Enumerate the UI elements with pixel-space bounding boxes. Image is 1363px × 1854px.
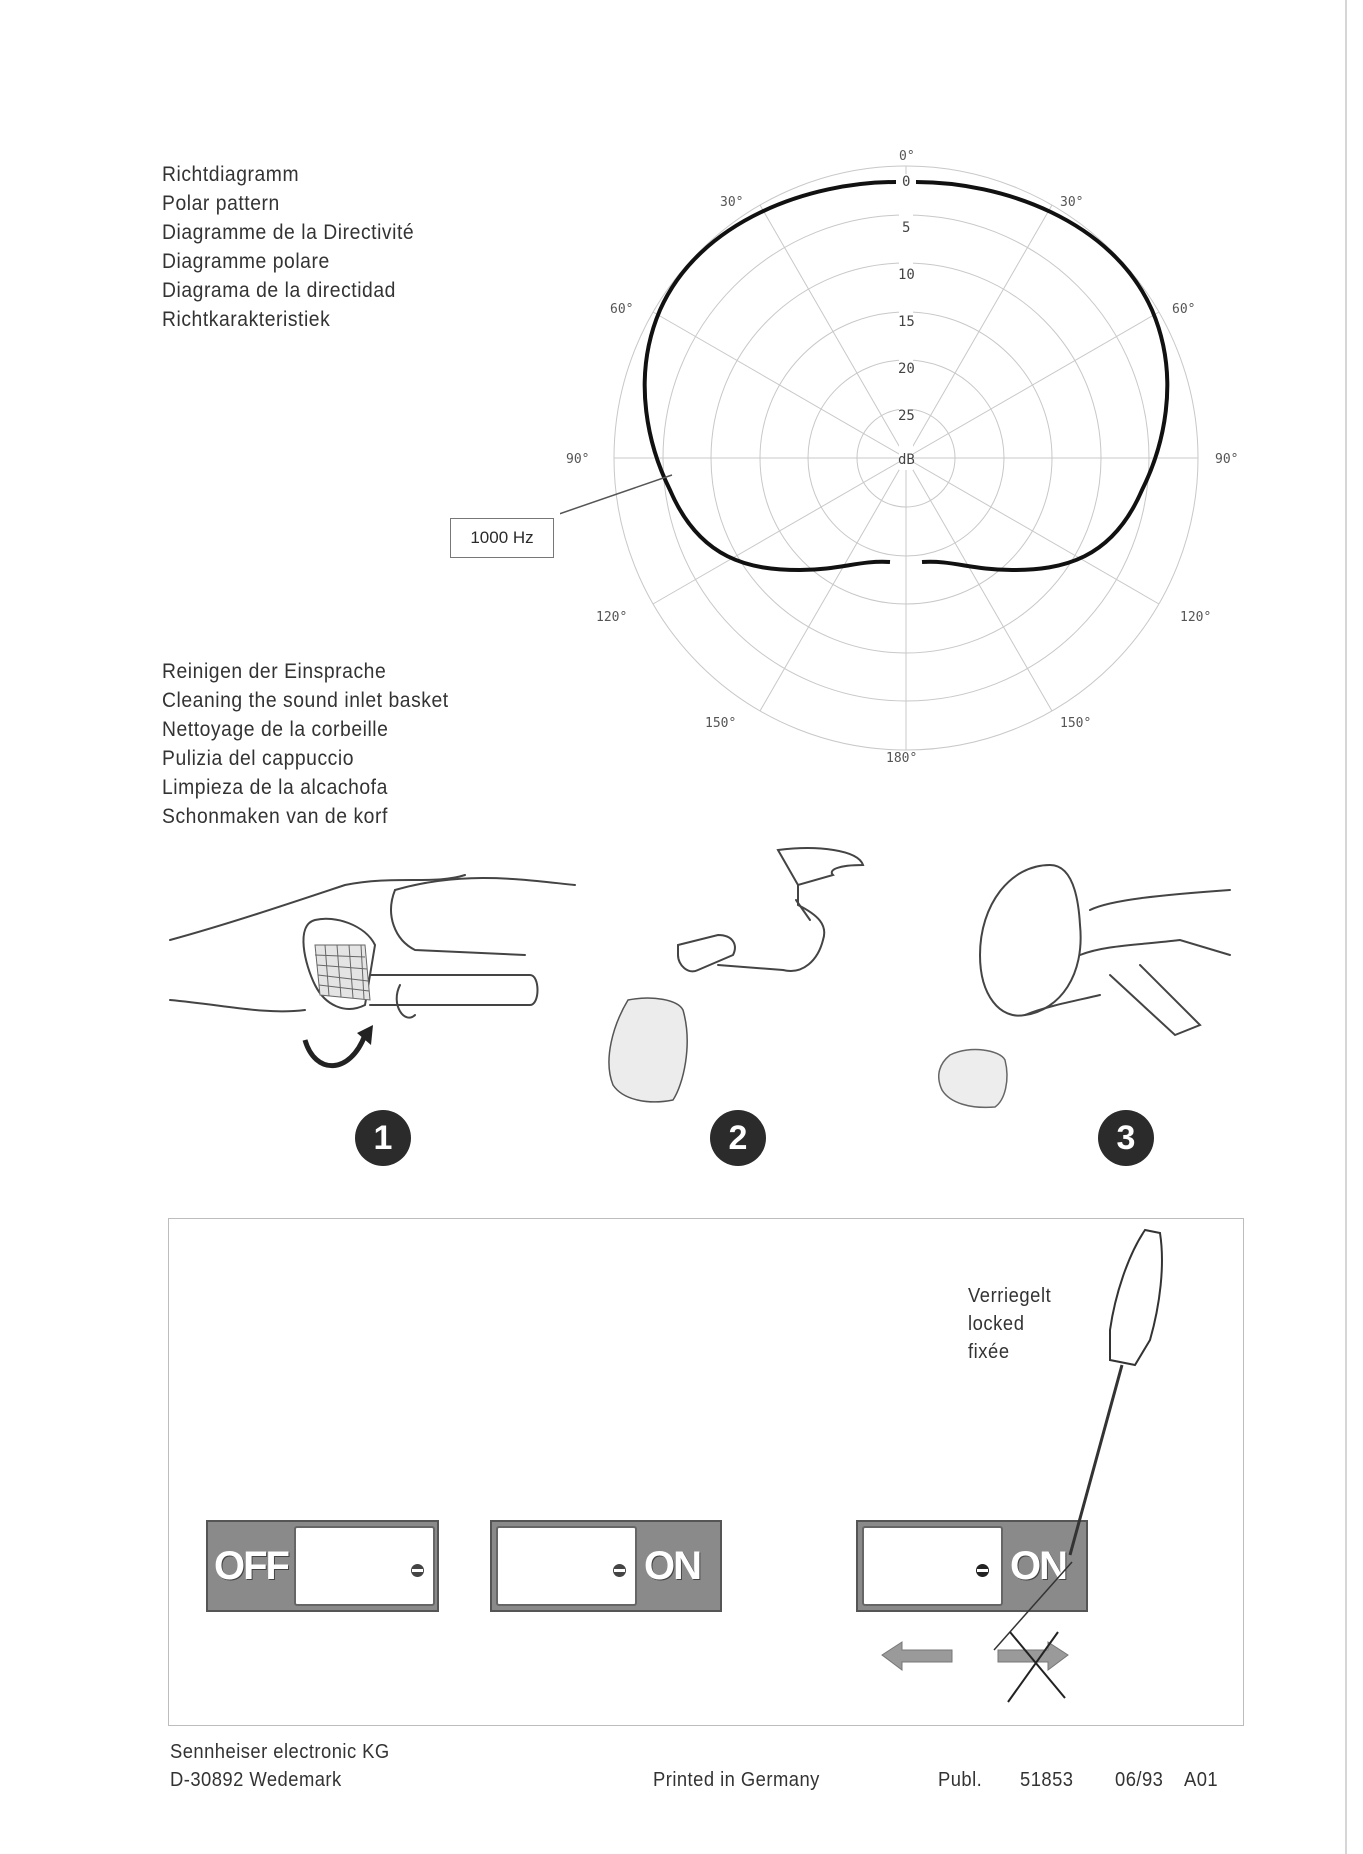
- angle-label-120-left: 120°: [596, 610, 628, 625]
- footer-company: [170, 1738, 390, 1794]
- heading-line: Richtkarakteristiek: [162, 308, 331, 331]
- screwdriver-handle: [1110, 1230, 1162, 1365]
- basket-mesh: [315, 945, 370, 1000]
- polar-diagram: [560, 130, 1260, 770]
- switch-off: [206, 1520, 439, 1612]
- angle-label-30-left: 30°: [720, 195, 744, 210]
- publication-label: Publ.: [938, 1769, 983, 1791]
- on-label: ON: [644, 1544, 700, 1588]
- screw-icon: [411, 1564, 424, 1577]
- ring-label: 15: [898, 314, 915, 330]
- ring-label: 20: [898, 361, 915, 377]
- screwdriver-shaft: [1070, 1365, 1122, 1555]
- angle-label-30-right: 30°: [1060, 195, 1084, 210]
- switch-slider: [496, 1526, 637, 1606]
- angle-label-90-right: 90°: [1215, 452, 1239, 467]
- heading-line: Richtdiagramm: [162, 163, 300, 186]
- thumb: [397, 985, 415, 1018]
- angle-label-150-right: 150°: [1060, 716, 1092, 731]
- angle-label-180: 180°: [886, 751, 918, 766]
- screw-icon: [613, 1564, 626, 1577]
- company-address: D-30892 Wedemark: [170, 1769, 342, 1791]
- angle-label-150-left: 150°: [705, 716, 737, 731]
- angle-label-120-right: 120°: [1180, 610, 1212, 625]
- ring-label: 10: [898, 267, 915, 283]
- on-label: ON: [1010, 1544, 1066, 1588]
- off-label: OFF: [214, 1544, 288, 1588]
- heading-line: Schonmaken van de korf: [162, 805, 388, 828]
- heading-line: Diagrama de la directidad: [162, 279, 396, 302]
- arrow-right-crossed-icon: [998, 1632, 1068, 1702]
- cleaning-heading: [162, 657, 449, 831]
- step-2-illustration: [598, 845, 888, 1110]
- faucet-body: [718, 885, 824, 971]
- frequency-label: 1000 Hz: [450, 518, 554, 558]
- dryer-body: [980, 865, 1081, 1016]
- caption-line: locked: [968, 1313, 1025, 1335]
- rotate-arrow: [305, 1035, 365, 1066]
- frequency-leader-line: [560, 475, 672, 524]
- heading-line: Limpieza de la alcachofa: [162, 776, 388, 799]
- arm: [1090, 890, 1230, 910]
- page-edge-line: [1345, 0, 1347, 1854]
- step-1-illustration: [165, 865, 585, 1090]
- publication-number: 51853: [1020, 1769, 1074, 1791]
- dryer-handle: [1110, 965, 1200, 1035]
- date-code: 06/93: [1115, 1769, 1164, 1791]
- step-1-number: 1: [355, 1110, 411, 1166]
- switch-on: [490, 1520, 722, 1612]
- heading-line: Diagramme polare: [162, 250, 330, 273]
- caption-line: Verriegelt: [968, 1285, 1052, 1307]
- step-2-number: 2: [710, 1110, 766, 1166]
- step-3-illustration: [930, 845, 1260, 1110]
- heading-line: Cleaning the sound inlet basket: [162, 689, 449, 712]
- unit-label: dB: [898, 452, 915, 468]
- ring-label: 0: [902, 174, 911, 190]
- step-3-number: 3: [1098, 1110, 1154, 1166]
- sound-basket: [939, 1050, 1007, 1108]
- faucet-handle: [778, 848, 863, 885]
- arrow-left-icon: [882, 1642, 952, 1670]
- direction-arrows: [880, 1630, 1080, 1710]
- company-name: Sennheiser electronic KG: [170, 1741, 390, 1763]
- ring-label: 25: [898, 408, 915, 424]
- sound-basket: [609, 998, 687, 1102]
- microphone-body: [370, 975, 538, 1005]
- heading-line: Polar pattern: [162, 192, 280, 215]
- printed-in: Printed in Germany: [653, 1769, 820, 1791]
- ring-label: 5: [902, 220, 911, 236]
- heading-line: Reinigen der Einsprache: [162, 660, 387, 683]
- angle-label-0: 0°: [899, 149, 915, 164]
- caption-line: fixée: [968, 1341, 1010, 1363]
- revision-code: A01: [1184, 1769, 1219, 1791]
- angle-label-90-left: 90°: [566, 452, 590, 467]
- switch-slider: [294, 1526, 435, 1606]
- heading-line: Pulizia del cappuccio: [162, 747, 355, 770]
- angle-label-60-right: 60°: [1172, 302, 1196, 317]
- heading-line: Nettoyage de la corbeille: [162, 718, 389, 741]
- polar-pattern-heading: [162, 160, 414, 334]
- angle-label-60-left: 60°: [610, 302, 634, 317]
- heading-line: Diagramme de la Directivité: [162, 221, 415, 244]
